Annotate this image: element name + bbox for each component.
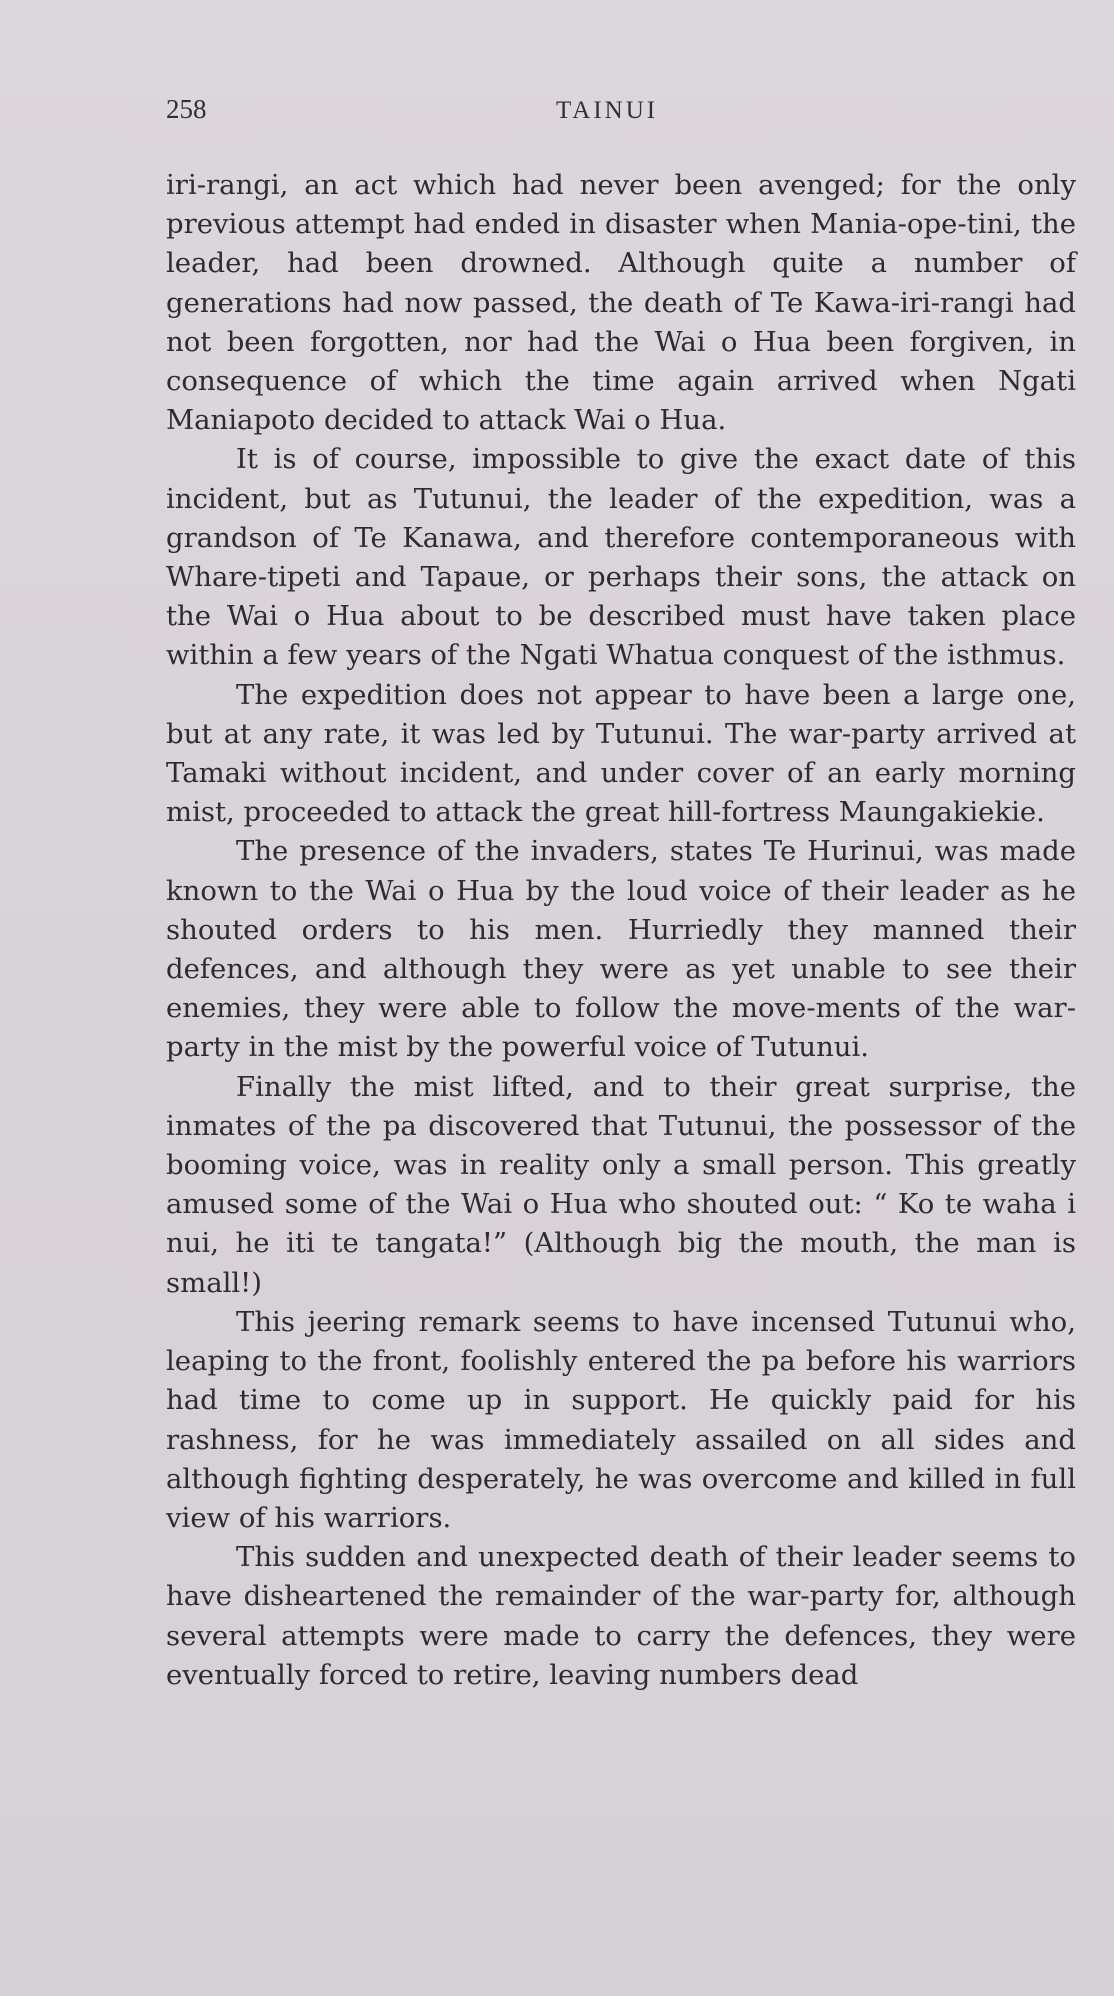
body-text bbox=[166, 166, 1076, 1695]
running-title: TAINUI bbox=[556, 97, 659, 124]
paragraph-5: Finally the mist lifted, and to their great surprise, the inmates of the pa discovered that Tutunui, the possessor of the booming voice, was in reality only a small person. This greatly amused some of the Wai o Hua who shouted out: “ Ko te waha i nui, he iti te tangata!” (Although big the mouth, the man is small!) bbox=[166, 1070, 1076, 1299]
paragraph-2: It is of course, impossible to give the exact date of this incident, but as Tutunui, the leader of the expedition, was a grandson of Te Kanawa, and therefore contemporaneous with Whare-tipeti and Tapaue, or perhaps their sons, the attack on the Wai o Hua about to be described must have taken place within a few years of the Ngati Whatua conquest of the isthmus. bbox=[166, 443, 1076, 672]
paragraph-7: This sudden and unexpected death of their leader seems to have disheartened the remainder of the war-party for, although several attempts were made to carry the defences, they were eventually forced to retire, leaving numbers dead bbox=[166, 1541, 1076, 1691]
paragraph-4: The presence of the invaders, states Te Hurinui, was made known to the Wai o Hua by the loud voice of their leader as he shouted orders to his men. Hurriedly they manned their defences, and although they were as yet unable to see their enemies, they were able to follow the move-ments of the war-party in the mist by the powerful voice of Tutunui. bbox=[166, 835, 1076, 1064]
paragraph-1: iri-rangi, an act which had never been avenged; for the only previous attempt had ended in disaster when Mania-ope-tini, the leader, had been drowned. Although quite a number of generations had now passed, the death of Te Kawa-iri-rangi had not been forgotten, nor had the Wai o Hua been forgiven, in consequence of which the time again arrived when Ngati Maniapoto decided to attack Wai o Hua. bbox=[166, 169, 1076, 437]
running-head bbox=[166, 94, 1076, 134]
page-number: 258 bbox=[166, 94, 207, 124]
paragraph-3: The expedition does not appear to have been a large one, but at any rate, it was led by Tutunui. The war-party arrived at Tamaki without incident, and under cover of an early morning mist, proceeded to attack the great hill-fortress Maungakiekie. bbox=[166, 678, 1076, 829]
paragraph-6: This jeering remark seems to have incensed Tutunui who, leaping to the front, foolishly entered the pa before his warriors had time to come up in support. He quickly paid for his rashness, for he was immediately assailed on all sides and although fighting desperately, he was overcome and killed in full view of his warriors. bbox=[166, 1305, 1076, 1534]
